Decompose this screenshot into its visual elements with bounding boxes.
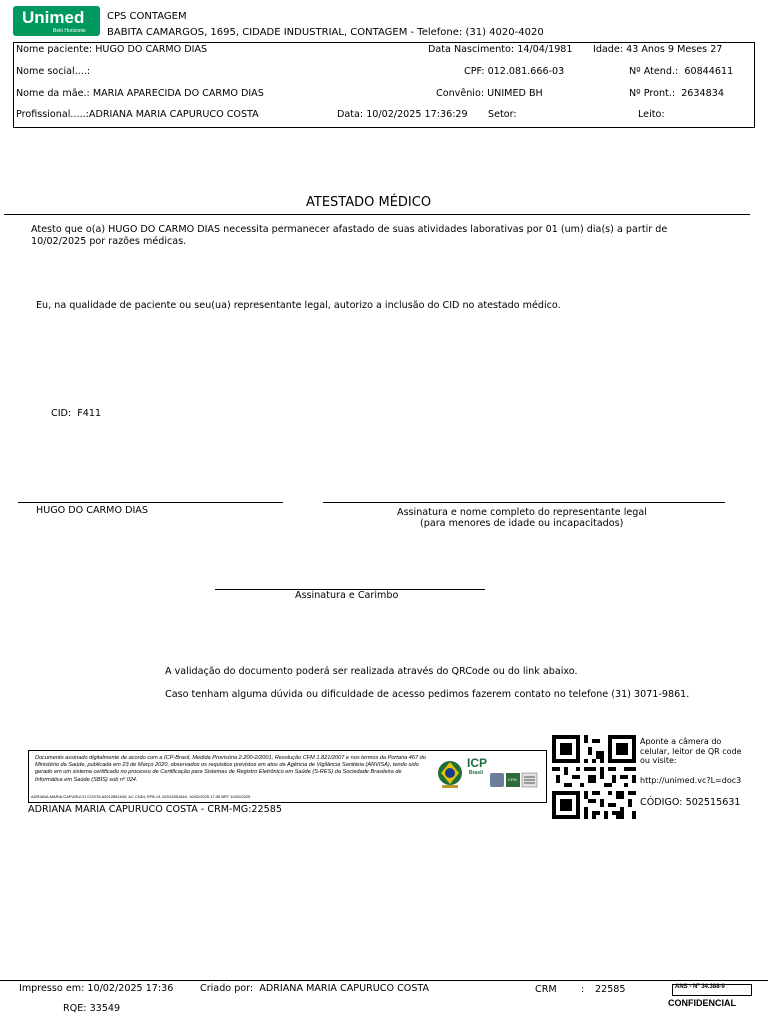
convenio: [436, 88, 543, 99]
qr-instruction-1: Aponte a câmera do: [640, 737, 722, 746]
representative-label-1: Assinatura e nome completo do representante legal: [397, 507, 647, 518]
pront-number: [629, 88, 724, 99]
title-divider: [4, 214, 750, 215]
patient-name-label: Nome paciente:: [16, 44, 93, 55]
clinic-name: CPS CONTAGEM: [107, 11, 187, 22]
patient-name-row: [16, 44, 207, 55]
doctor-crm: ADRIANA MARIA CAPURUCO COSTA - CRM-MG:22585: [28, 804, 282, 815]
atend-value: 60844611: [684, 66, 734, 77]
ans-registration: ANS - Nº 34.388-9: [675, 984, 725, 990]
birth-label: Data Nascimento:: [428, 44, 515, 55]
patient-name: HUGO DO CARMO DIAS: [95, 44, 208, 55]
visit-date-value: 10/02/2025 17:36:29: [366, 109, 468, 120]
created-by: [200, 983, 429, 994]
atend-number: [629, 66, 733, 77]
convenio-label: Convênio:: [436, 88, 485, 99]
code-value: 502515631: [685, 797, 741, 808]
professional-label: Profissional.....:: [16, 109, 89, 120]
printed-value: 10/02/2025 17:36: [87, 983, 174, 994]
logo-text: Unimed: [22, 8, 85, 27]
crm-label: CRM: [535, 984, 557, 995]
cid-value: F411: [77, 408, 102, 419]
leito-label: Leito:: [638, 109, 665, 120]
representative-label-2: (para menores de idade ou incapacitados): [420, 518, 624, 529]
rqe-value: 33549: [89, 1003, 121, 1014]
atend-label: Nº Atend.:: [629, 66, 679, 77]
digital-signature-box: [28, 750, 547, 803]
representative-signature-line: [323, 502, 725, 503]
body-line-2: 10/02/2025 por razões médicas.: [31, 236, 187, 247]
patient-signature-line: [18, 502, 283, 503]
rqe: [63, 1003, 120, 1014]
cfm-seal-text: CFM: [508, 777, 517, 782]
document-title: ATESTADO MÉDICO: [306, 195, 432, 210]
birth-value: 14/04/1981: [517, 44, 573, 55]
professional-name: ADRIANA MARIA CAPURUCO COSTA: [88, 109, 259, 120]
created-label: Criado por:: [200, 983, 254, 994]
cid-authorization: Eu, na qualidade de paciente ou seu(ua) representante legal, autorizo a inclusão do CID no atestado médico.: [36, 300, 561, 311]
unimed-logo: [13, 6, 100, 36]
age-label: Idade:: [593, 44, 624, 55]
mother-name: MARIA APARECIDA DO CARMO DIAS: [92, 88, 264, 99]
crm-separator: :: [581, 984, 585, 995]
pront-label: Nº Pront.:: [629, 88, 676, 99]
stamp-label: Assinatura e Carimbo: [295, 590, 399, 601]
confidential-label: CONFIDENCIAL: [668, 998, 736, 1008]
validation-code: [640, 797, 741, 808]
cpf-value: 012.081.666-03: [487, 66, 565, 77]
code-label: CÓDIGO:: [640, 797, 683, 808]
rqe-label: RQE:: [63, 1003, 87, 1014]
patient-signature-name: HUGO DO CARMO DIAS: [36, 505, 148, 516]
visit-date-label: Data:: [337, 109, 364, 120]
printed-label: Impresso em:: [19, 983, 85, 994]
cid-row: [51, 408, 101, 419]
validation-url[interactable]: http://unimed.vc?L=doc3: [640, 776, 742, 785]
cid-label: CID:: [51, 408, 72, 419]
cpf: [464, 66, 564, 77]
certificate-text: Documento assinado digitalmente de acordo com a ICP-Brasil, Medida Provisória 2.200-2/2001, Resolução CFM 1.821/2007 e nos termos da Portaria 467 do Ministério da Saúde, publicada em 23 de Março 2020, observados os requisitos previstos em atos da Agência de Vigilância Sanitária (ANVISA), tendo sido gerado em um sistema certificado no processo de Certificação para Sistemas de Registro Eletrônico em Saúde (S-RES) da Sociedade Brasileira de Informática em Saúde (SBIS) sob nº 024.: [35, 755, 426, 783]
qr-instruction-2: celular, leitor de QR code: [640, 746, 742, 756]
validation-line-2: Caso tenham alguma dúvida ou dificuldade de acesso pedimos fazerem contato no telefone (31) 3071-9861.: [165, 689, 690, 700]
certificate-footer: ADRIANA MARIA CAPURUCO COSTA:62012851649, AC CNDL RFB v3, 62012851649, 10/02/2025 17:36 BRT 10/02/2025: [31, 794, 251, 799]
printed-at: [19, 983, 173, 994]
setor-label: Setor:: [488, 109, 517, 120]
professional-row: [16, 109, 259, 120]
age: [593, 44, 722, 55]
validation-line-1: A validação do documento poderá ser realizada através do QRCode ou do link abaixo.: [165, 666, 578, 677]
visit-date: [337, 109, 468, 120]
mother-name-row: [16, 88, 264, 99]
logo-subtext: Belo Horizonte: [53, 28, 86, 34]
clinic-address: BABITA CAMARGOS, 1695, CIDADE INDUSTRIAL, CONTAGEM - Telefone: (31) 4020-4020: [107, 27, 544, 38]
brazil-coat-of-arms-icon: [435, 758, 465, 792]
birth-date: [428, 44, 573, 55]
crm-value: 22585: [595, 984, 626, 995]
qr-instructions: [640, 737, 742, 766]
convenio-value: UNIMED BH: [487, 88, 543, 99]
social-name-label: Nome social....:: [16, 66, 91, 77]
body-line-1: Atesto que o(a) HUGO DO CARMO DIAS necessita permanecer afastado de suas atividades laborativas por 01 (um) dia(s) a partir de: [31, 224, 668, 235]
created-value: ADRIANA MARIA CAPURUCO COSTA: [259, 983, 430, 994]
pront-value: 2634834: [681, 88, 724, 99]
qr-instruction-3: ou visite:: [640, 756, 677, 765]
mother-label: Nome da mãe.:: [16, 88, 90, 99]
footer-divider: [0, 980, 768, 981]
icp-logo-subtext: Brasil: [469, 770, 483, 776]
cpf-label: CPF:: [464, 66, 485, 77]
icp-logo-text: ICP: [467, 756, 488, 770]
age-value: 43 Anos 9 Meses 27: [626, 44, 723, 55]
qr-code-icon[interactable]: [552, 735, 636, 819]
